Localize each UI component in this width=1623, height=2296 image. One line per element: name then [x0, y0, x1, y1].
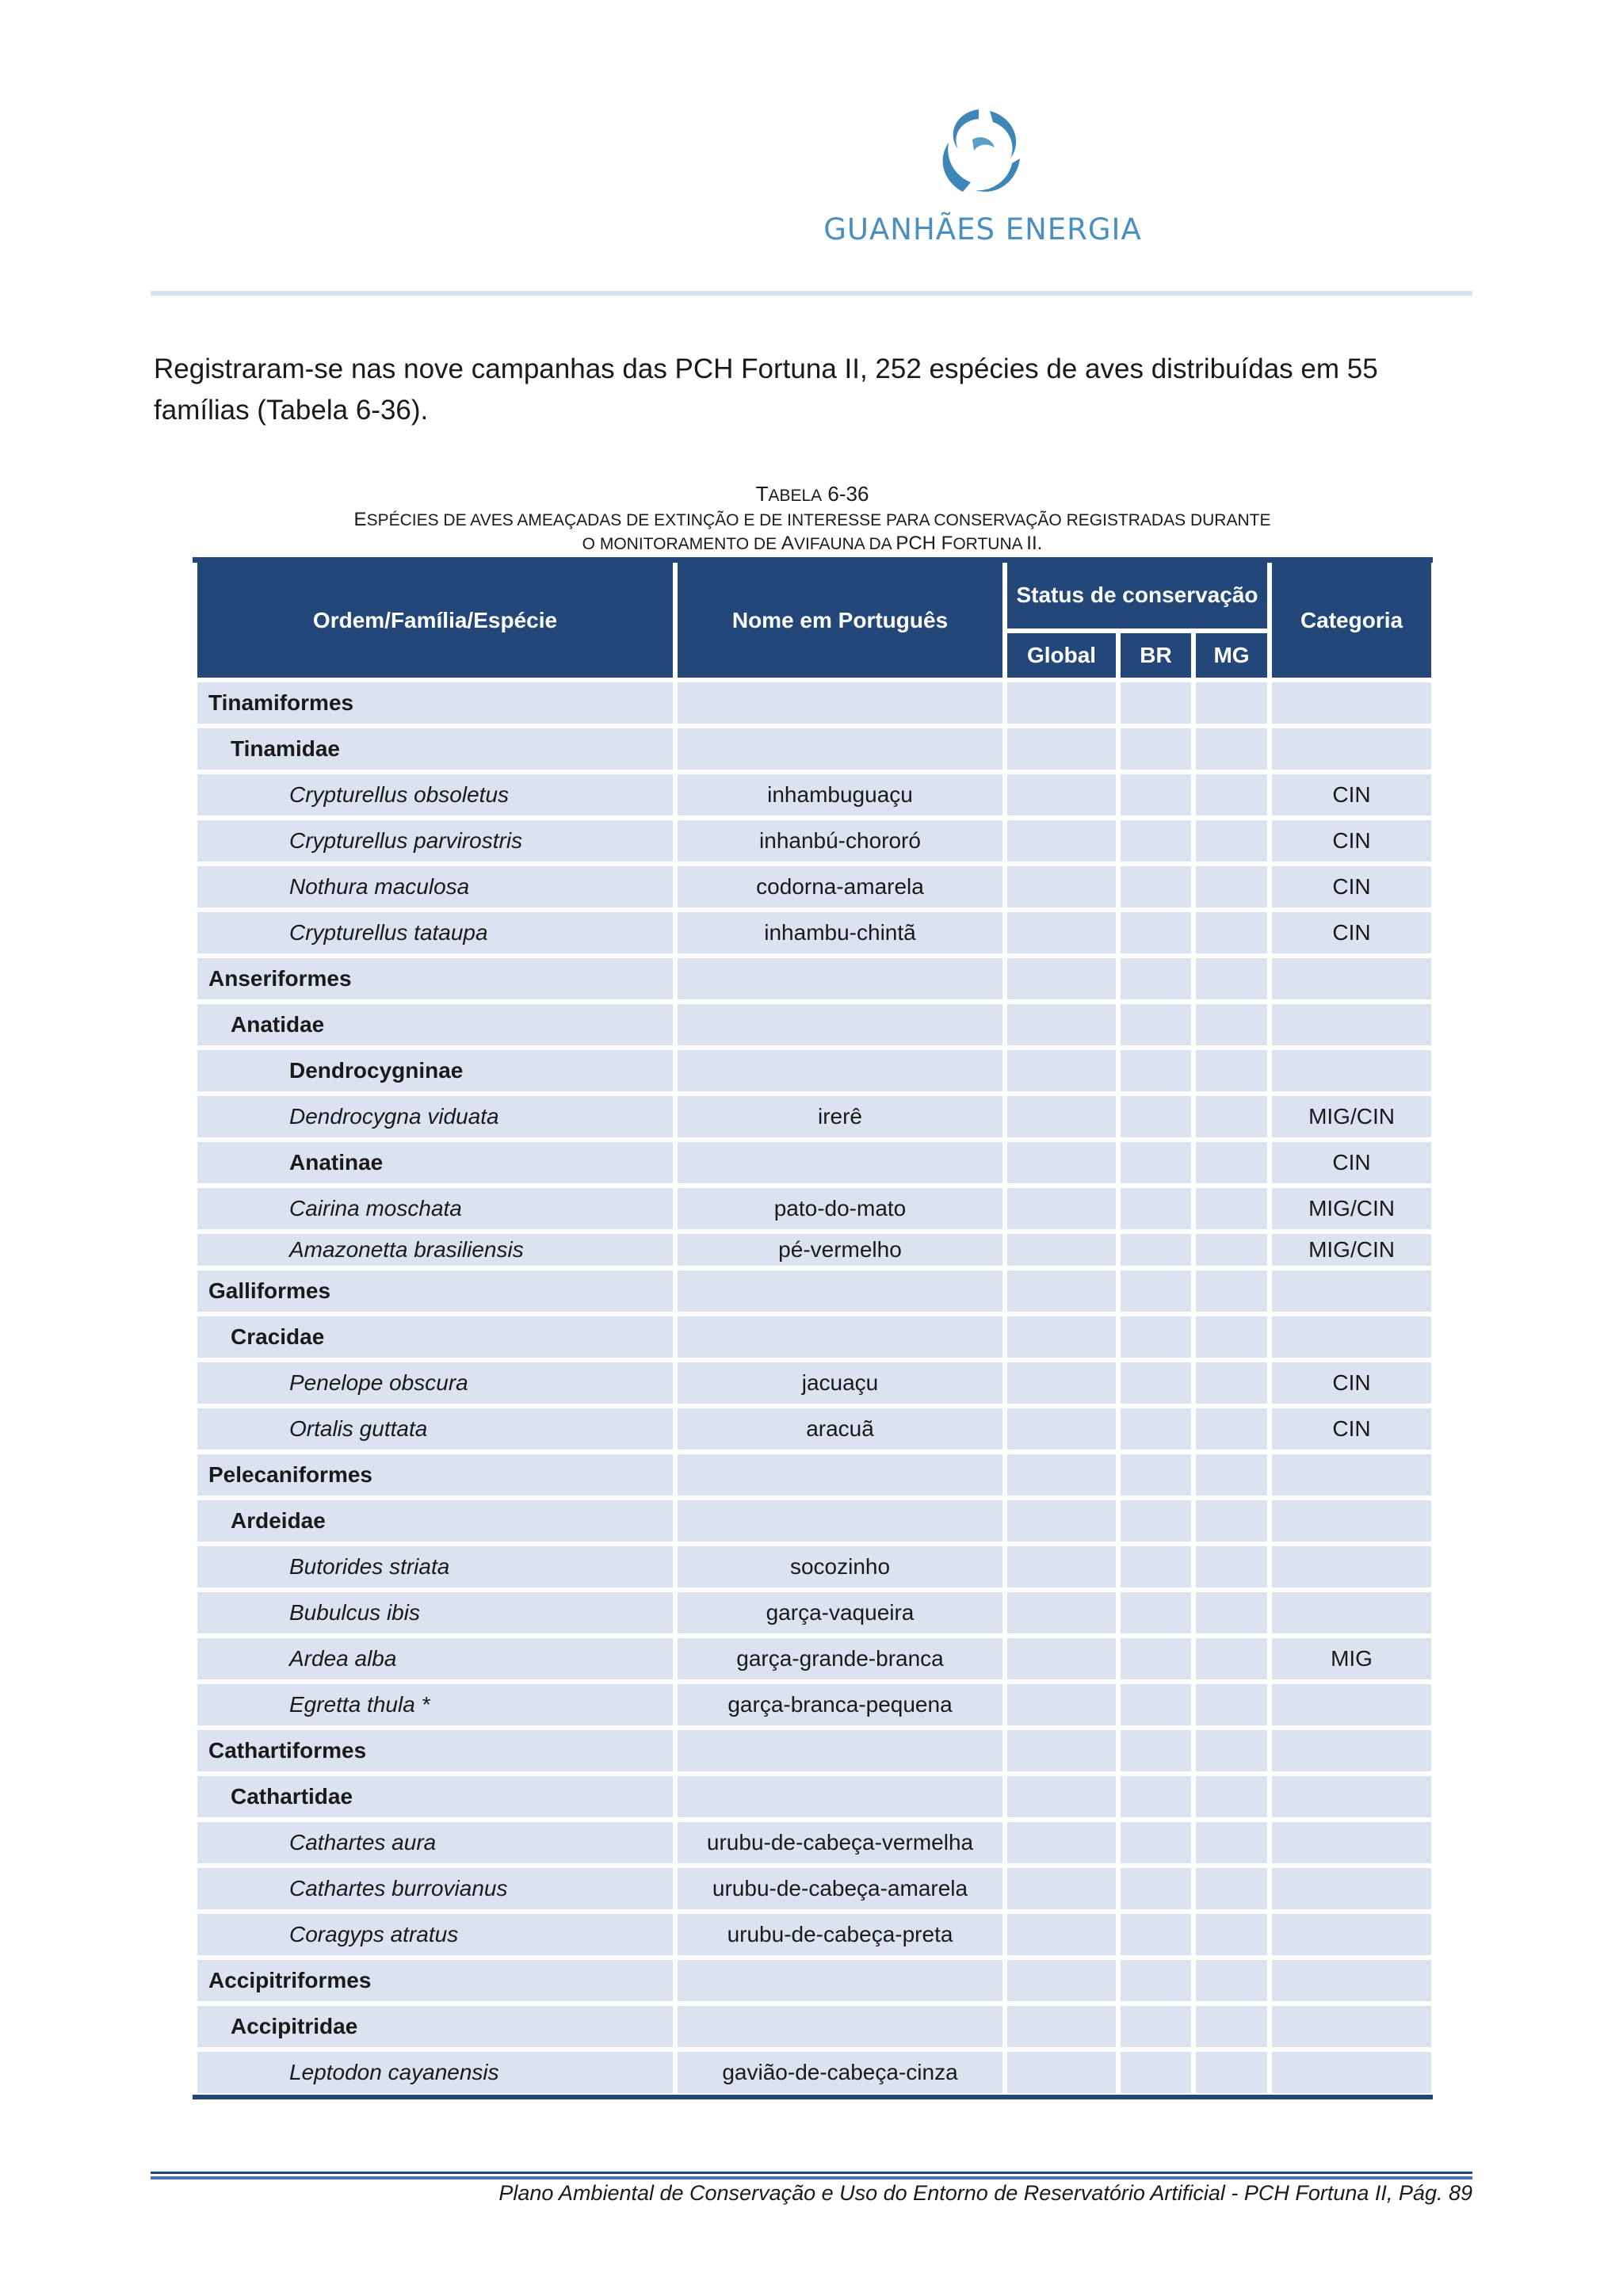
- table-row: [197, 682, 1431, 724]
- cell-taxon: Coragyps atratus: [197, 1914, 673, 1955]
- cell-mg: [1196, 2006, 1267, 2047]
- cell-taxon: Nothura maculosa: [197, 866, 673, 907]
- cell-common-name: [678, 1142, 1002, 1183]
- header-status: Status de conservação: [1007, 563, 1267, 628]
- header-br: BR: [1121, 633, 1191, 678]
- cell-common-name: urubu-de-cabeça-preta: [678, 1914, 1002, 1955]
- table-row: [197, 912, 1431, 953]
- cell-mg: [1196, 1822, 1267, 1863]
- cell-br: [1121, 866, 1191, 907]
- table-row: [197, 1316, 1431, 1358]
- cell-mg: [1196, 1684, 1267, 1725]
- company-logo: [816, 103, 1149, 246]
- cell-br: [1121, 1362, 1191, 1404]
- cell-mg: [1196, 1454, 1267, 1496]
- cell-categoria: [1272, 958, 1431, 999]
- cell-global: [1007, 1234, 1116, 1266]
- cell-common-name: urubu-de-cabeça-vermelha: [678, 1822, 1002, 1863]
- cell-common-name: garça-branca-pequena: [678, 1684, 1002, 1725]
- cell-br: [1121, 1142, 1191, 1183]
- table-row: [197, 1960, 1431, 2001]
- cell-categoria: [1272, 1822, 1431, 1863]
- cell-mg: [1196, 1960, 1267, 2001]
- cell-common-name: socozinho: [678, 1546, 1002, 1587]
- cell-mg: [1196, 820, 1267, 861]
- cell-categoria: [1272, 728, 1431, 770]
- table-row: [197, 1408, 1431, 1450]
- table-row: [197, 2006, 1431, 2047]
- table-row: [197, 1822, 1431, 1863]
- cell-categoria: [1272, 1960, 1431, 2001]
- cell-categoria: CIN: [1272, 912, 1431, 953]
- cell-taxon: Cairina moschata: [197, 1188, 673, 1229]
- cell-br: [1121, 1270, 1191, 1312]
- table-body: [197, 682, 1431, 2093]
- cell-categoria: [1272, 1546, 1431, 1587]
- cell-br: [1121, 958, 1191, 999]
- cell-categoria: [1272, 2052, 1431, 2093]
- cell-categoria: CIN: [1272, 866, 1431, 907]
- cell-mg: [1196, 1730, 1267, 1771]
- cell-common-name: [678, 2006, 1002, 2047]
- table-row: [197, 1454, 1431, 1496]
- cell-mg: [1196, 1316, 1267, 1358]
- caption-l1-c: 6-36: [822, 482, 869, 506]
- cell-common-name: inhambu-chintã: [678, 912, 1002, 953]
- cell-br: [1121, 1096, 1191, 1137]
- cell-global: [1007, 1050, 1116, 1091]
- cell-common-name: garça-grande-branca: [678, 1638, 1002, 1679]
- cell-taxon: Cathartiformes: [197, 1730, 673, 1771]
- cell-global: [1007, 2052, 1116, 2093]
- table-row: [197, 2052, 1431, 2093]
- page-footer: Plano Ambiental de Conservação e Uso do Entorno de Reservatório Artificial - PCH Fortuna II, Pág. 89: [498, 2181, 1472, 2205]
- cell-global: [1007, 1004, 1116, 1045]
- cell-common-name: [678, 1454, 1002, 1496]
- cell-global: [1007, 1822, 1116, 1863]
- cell-categoria: [1272, 1914, 1431, 1955]
- cell-mg: [1196, 1776, 1267, 1817]
- cell-mg: [1196, 1142, 1267, 1183]
- cell-global: [1007, 1960, 1116, 2001]
- table-row: [197, 1730, 1431, 1771]
- cell-global: [1007, 1270, 1116, 1312]
- table-row: [197, 1362, 1431, 1404]
- cell-mg: [1196, 1500, 1267, 1541]
- cell-mg: [1196, 866, 1267, 907]
- cell-common-name: garça-vaqueira: [678, 1592, 1002, 1633]
- table-row: [197, 1142, 1431, 1183]
- cell-mg: [1196, 912, 1267, 953]
- cell-categoria: CIN: [1272, 820, 1431, 861]
- cell-global: [1007, 1684, 1116, 1725]
- cell-common-name: gavião-de-cabeça-cinza: [678, 2052, 1002, 2093]
- cell-taxon: Dendrocygna viduata: [197, 1096, 673, 1137]
- cell-mg: [1196, 1592, 1267, 1633]
- cell-br: [1121, 2052, 1191, 2093]
- cell-mg: [1196, 958, 1267, 999]
- table-row: [197, 820, 1431, 861]
- cell-mg: [1196, 1914, 1267, 1955]
- cell-categoria: [1272, 1592, 1431, 1633]
- cell-common-name: inhanbú-chororó: [678, 820, 1002, 861]
- cell-global: [1007, 1316, 1116, 1358]
- cell-br: [1121, 1684, 1191, 1725]
- cell-common-name: urubu-de-cabeça-amarela: [678, 1868, 1002, 1909]
- cell-categoria: CIN: [1272, 774, 1431, 816]
- intro-paragraph: Registraram-se nas nove campanhas das PCH Fortuna II, 252 espécies de aves distribuídas em 55 famílias (Tabela 6-36).: [154, 353, 1378, 426]
- cell-br: [1121, 1638, 1191, 1679]
- cell-global: [1007, 1500, 1116, 1541]
- cell-common-name: [678, 1004, 1002, 1045]
- cell-taxon: Ardeidae: [197, 1500, 673, 1541]
- cell-br: [1121, 1316, 1191, 1358]
- caption-l2-b: SPÉCIES DE AVES AMEAÇADAS DE EXTINÇÃO E DE INTERESSE PARA CONSERVAÇÃO REGISTRADAS DURANTE: [366, 511, 1271, 529]
- cell-mg: [1196, 1638, 1267, 1679]
- cell-common-name: [678, 1776, 1002, 1817]
- cell-global: [1007, 728, 1116, 770]
- cell-taxon: Dendrocygninae: [197, 1050, 673, 1091]
- cell-taxon: Bubulcus ibis: [197, 1592, 673, 1633]
- cell-categoria: MIG/CIN: [1272, 1188, 1431, 1229]
- table-row: [197, 1234, 1431, 1266]
- cell-mg: [1196, 682, 1267, 724]
- cell-taxon: Cathartidae: [197, 1776, 673, 1817]
- cell-categoria: CIN: [1272, 1142, 1431, 1183]
- cell-mg: [1196, 1004, 1267, 1045]
- cell-global: [1007, 1096, 1116, 1137]
- cell-global: [1007, 774, 1116, 816]
- cell-categoria: [1272, 682, 1431, 724]
- caption-l2-a: E: [353, 509, 367, 530]
- table-row: [197, 774, 1431, 816]
- table-row: [197, 866, 1431, 907]
- footer-divider: [151, 2172, 1472, 2174]
- cell-br: [1121, 1500, 1191, 1541]
- cell-mg: [1196, 774, 1267, 816]
- cell-categoria: [1272, 1684, 1431, 1725]
- cell-categoria: MIG/CIN: [1272, 1096, 1431, 1137]
- cell-common-name: jacuaçu: [678, 1362, 1002, 1404]
- cell-br: [1121, 820, 1191, 861]
- caption-l3-c: VIFAUNA DA: [793, 535, 896, 553]
- cell-taxon: Crypturellus obsoletus: [197, 774, 673, 816]
- header-divider: [151, 291, 1472, 296]
- cell-categoria: [1272, 1776, 1431, 1817]
- header-mg: MG: [1196, 633, 1267, 678]
- cell-taxon: Crypturellus tataupa: [197, 912, 673, 953]
- cell-global: [1007, 682, 1116, 724]
- header-nome: Nome em Português: [678, 563, 1002, 678]
- caption-l3-a: O MONITORAMENTO DE: [582, 535, 781, 553]
- cell-common-name: pato-do-mato: [678, 1188, 1002, 1229]
- cell-global: [1007, 1408, 1116, 1450]
- cell-br: [1121, 912, 1191, 953]
- cell-taxon: Leptodon cayanensis: [197, 2052, 673, 2093]
- cell-global: [1007, 958, 1116, 999]
- cell-common-name: [678, 728, 1002, 770]
- cell-common-name: [678, 1270, 1002, 1312]
- cell-categoria: MIG: [1272, 1638, 1431, 1679]
- cell-global: [1007, 1776, 1116, 1817]
- cell-taxon: Cracidae: [197, 1316, 673, 1358]
- cell-global: [1007, 1454, 1116, 1496]
- cell-global: [1007, 912, 1116, 953]
- cell-br: [1121, 774, 1191, 816]
- cell-br: [1121, 1004, 1191, 1045]
- table-row: [197, 1546, 1431, 1587]
- cell-global: [1007, 866, 1116, 907]
- footer-divider-secondary: [151, 2176, 1472, 2179]
- cell-taxon: Ortalis guttata: [197, 1408, 673, 1450]
- cell-br: [1121, 1776, 1191, 1817]
- header-categoria: Categoria: [1272, 563, 1431, 678]
- cell-global: [1007, 820, 1116, 861]
- cell-global: [1007, 1730, 1116, 1771]
- cell-global: [1007, 1592, 1116, 1633]
- cell-br: [1121, 728, 1191, 770]
- cell-mg: [1196, 2052, 1267, 2093]
- table-row: [197, 1270, 1431, 1312]
- table-row: [197, 728, 1431, 770]
- table-row: [197, 1500, 1431, 1541]
- cell-global: [1007, 1188, 1116, 1229]
- cell-common-name: inhambuguaçu: [678, 774, 1002, 816]
- caption-l3-f: II.: [1026, 533, 1043, 554]
- cell-common-name: pé-vermelho: [678, 1234, 1002, 1266]
- cell-br: [1121, 1960, 1191, 2001]
- cell-global: [1007, 1362, 1116, 1404]
- table-row: [197, 1638, 1431, 1679]
- cell-br: [1121, 1822, 1191, 1863]
- table-row: [197, 1776, 1431, 1817]
- table-row: [197, 1050, 1431, 1091]
- cell-common-name: codorna-amarela: [678, 866, 1002, 907]
- cell-br: [1121, 1050, 1191, 1091]
- brand-name: GUANHÃES ENERGIA: [823, 212, 1142, 246]
- cell-br: [1121, 1592, 1191, 1633]
- cell-global: [1007, 1868, 1116, 1909]
- cell-categoria: [1272, 1050, 1431, 1091]
- cell-taxon: Anatinae: [197, 1142, 673, 1183]
- cell-taxon: Anatidae: [197, 1004, 673, 1045]
- cell-br: [1121, 1546, 1191, 1587]
- cell-taxon: Ardea alba: [197, 1638, 673, 1679]
- cell-categoria: [1272, 1316, 1431, 1358]
- table-caption-number: [190, 482, 1434, 506]
- cell-taxon: Accipitridae: [197, 2006, 673, 2047]
- cell-common-name: [678, 1730, 1002, 1771]
- species-grid: [193, 558, 1436, 2098]
- cell-global: [1007, 1914, 1116, 1955]
- cell-taxon: Egretta thula *: [197, 1684, 673, 1725]
- cell-br: [1121, 1730, 1191, 1771]
- cell-categoria: [1272, 1868, 1431, 1909]
- cell-mg: [1196, 1408, 1267, 1450]
- cell-br: [1121, 1408, 1191, 1450]
- cell-br: [1121, 1188, 1191, 1229]
- cell-categoria: [1272, 1270, 1431, 1312]
- species-table: [193, 557, 1433, 2099]
- cell-taxon: Butorides striata: [197, 1546, 673, 1587]
- cell-global: [1007, 1546, 1116, 1587]
- cell-common-name: [678, 958, 1002, 999]
- header-ordem: Ordem/Família/Espécie: [197, 563, 673, 678]
- table-row: [197, 1004, 1431, 1045]
- cell-common-name: [678, 1500, 1002, 1541]
- cell-global: [1007, 1638, 1116, 1679]
- cell-br: [1121, 1914, 1191, 1955]
- cell-taxon: Cathartes burrovianus: [197, 1868, 673, 1909]
- table-caption-title-line2: [190, 533, 1434, 555]
- cell-common-name: [678, 1050, 1002, 1091]
- cell-categoria: [1272, 1730, 1431, 1771]
- cell-taxon: Tinamidae: [197, 728, 673, 770]
- caption-l3-e: ORTUNA: [953, 535, 1027, 553]
- cell-taxon: Galliformes: [197, 1270, 673, 1312]
- cell-mg: [1196, 1050, 1267, 1091]
- cell-mg: [1196, 1546, 1267, 1587]
- table-row: [197, 1914, 1431, 1955]
- cell-taxon: Tinamiformes: [197, 682, 673, 724]
- cell-global: [1007, 2006, 1116, 2047]
- cell-br: [1121, 1234, 1191, 1266]
- cell-taxon: Penelope obscura: [197, 1362, 673, 1404]
- caption-l1-b: ABELA: [768, 487, 823, 505]
- cell-taxon: Accipitriformes: [197, 1960, 673, 2001]
- cell-br: [1121, 1454, 1191, 1496]
- cell-categoria: [1272, 2006, 1431, 2047]
- cell-taxon: Pelecaniformes: [197, 1454, 673, 1496]
- cell-categoria: [1272, 1004, 1431, 1045]
- cell-mg: [1196, 1868, 1267, 1909]
- cell-global: [1007, 1142, 1116, 1183]
- caption-l3-d: PCH F: [896, 533, 953, 554]
- cell-categoria: CIN: [1272, 1408, 1431, 1450]
- table-row: [197, 1592, 1431, 1633]
- table-row: [197, 1684, 1431, 1725]
- caption-l1-a: T: [755, 482, 769, 506]
- table-caption-title-line1: [190, 509, 1434, 531]
- cell-common-name: [678, 1960, 1002, 2001]
- cell-taxon: Crypturellus parvirostris: [197, 820, 673, 861]
- cell-br: [1121, 2006, 1191, 2047]
- table-bottom-rule: [193, 2095, 1433, 2099]
- cell-mg: [1196, 728, 1267, 770]
- cell-br: [1121, 682, 1191, 724]
- cell-common-name: [678, 1316, 1002, 1358]
- table-row: [197, 1188, 1431, 1229]
- cell-mg: [1196, 1096, 1267, 1137]
- cell-mg: [1196, 1270, 1267, 1312]
- guanhaes-logo-icon: [931, 103, 1034, 206]
- caption-l3-b: A: [781, 533, 794, 554]
- cell-common-name: irerê: [678, 1096, 1002, 1137]
- cell-common-name: [678, 682, 1002, 724]
- table-row: [197, 1096, 1431, 1137]
- cell-br: [1121, 1868, 1191, 1909]
- table-row: [197, 1868, 1431, 1909]
- cell-mg: [1196, 1234, 1267, 1266]
- cell-common-name: aracuã: [678, 1408, 1002, 1450]
- cell-taxon: Amazonetta brasiliensis: [197, 1234, 673, 1266]
- cell-taxon: Cathartes aura: [197, 1822, 673, 1863]
- cell-taxon: Anseriformes: [197, 958, 673, 999]
- cell-categoria: CIN: [1272, 1362, 1431, 1404]
- table-row: [197, 958, 1431, 999]
- cell-categoria: [1272, 1500, 1431, 1541]
- header-global: Global: [1007, 633, 1116, 678]
- cell-mg: [1196, 1188, 1267, 1229]
- cell-categoria: [1272, 1454, 1431, 1496]
- cell-categoria: MIG/CIN: [1272, 1234, 1431, 1266]
- cell-mg: [1196, 1362, 1267, 1404]
